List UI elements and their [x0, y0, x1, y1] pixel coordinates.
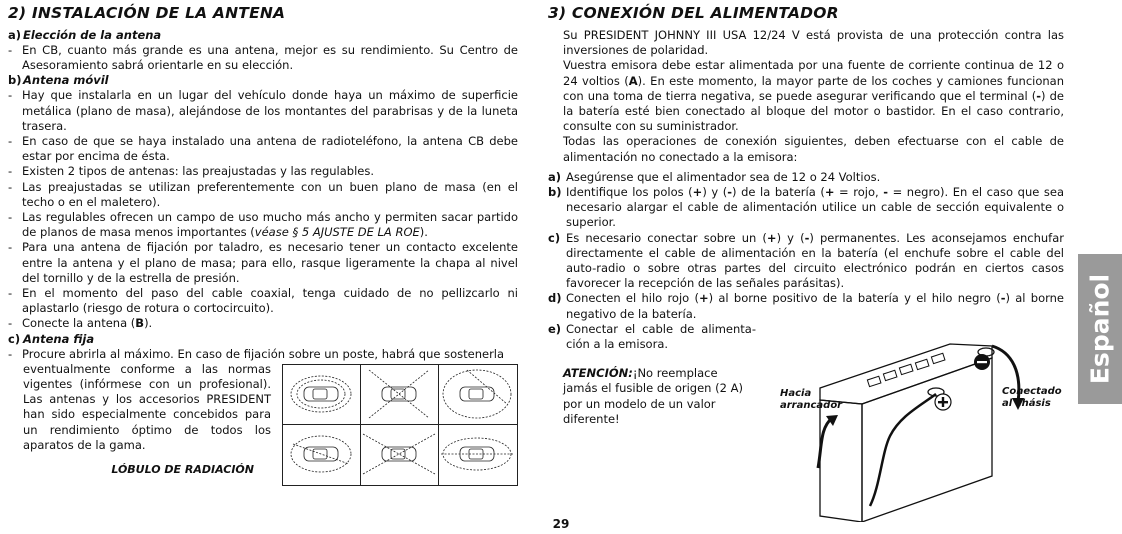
list-item: - Existen 2 tipos de antenas: las preajustadas y las regulables.: [8, 164, 375, 179]
car-icon: [291, 436, 351, 472]
list-item: d) Conecten el hilo rojo (+) al borne positivo de la batería y el hilo negro (-) al borne negativo de la batería.: [548, 291, 1065, 321]
cross-reference: véase § 5 AJUSTE DE LA ROE: [254, 225, 420, 240]
list-item: a) Asegúrense que el alimentador sea de 12 o 24 Voltios.: [548, 169, 881, 184]
list-item: - En CB, cuanto más grande es una antena, mejor es su rendimiento. Su Centro de Asesoramiento sabrá orientarle en su elección.: [8, 43, 518, 73]
intro-paragraph: Todas las operaciones de conexión siguientes, deben efectuarse con el cable de alimentación no conectado a la emisora:: [563, 134, 1064, 164]
list-item: - En el momento del paso del cable coaxial, tenga cuidado de no pellizcarlo ni aplastarlo (riesgo de rotura o cortocircuito).: [8, 286, 518, 316]
intro-paragraph: Vuestra emisora debe estar alimentada por una fuente de corriente continua de 12 o 24 voltios (A). En este momento, la mayor parte de los coches y camiones funcionan con una toma de tierra negativa, se puede asegurar verificando que el terminal (-) de la batería esté bien conectado al bloque del motor o bastidor. En el caso contrario, consulte con su suministrador.: [563, 58, 1065, 134]
intro-paragraph: Su PRESIDENT JOHNNY III USA 12/24 V está provista de una protección contra las inversiones de polaridad.: [563, 28, 1064, 58]
label-chasis: Conectado al chásis: [1002, 386, 1062, 409]
subheading-c: c) Antena fija: [8, 331, 95, 346]
list-item: e) Conectar el cable de alimenta- ción a la emisora.: [548, 321, 756, 352]
battery-icon: [760, 336, 1080, 522]
car-lobe-diagrams: [283, 365, 517, 485]
car-icon: [443, 370, 511, 418]
list-item: - Las preajustadas se utilizan preferentemente con un buen plano de masa (en el techo o en el maletero).: [8, 179, 518, 209]
subheading-b: b) Antena móvil: [8, 73, 109, 88]
battery-diagram: [760, 336, 1080, 522]
section-heading-antena: 2) INSTALACIÓN DE LA ANTENA: [8, 4, 286, 22]
car-icon: [369, 370, 429, 418]
page-number: 29: [552, 517, 570, 531]
paragraph-antena-fija: eventualmente conforme a las normas vigentes (infórmese con un profesional). Las antenas y los accesorios PRESIDENT han sido especialmente concebidos para un rendimiento óptimo de todos los aparatos de la gama.: [23, 361, 271, 452]
list-item: - Las regulables ofrecen un campo de uso mucho más ancho y permiten sacar partido de planos de masa menos importantes (véase § 5 AJUSTE DE LA ROE).: [8, 210, 518, 240]
list-item: b) Identifique los polos (+) y (-) de la batería (+ = rojo, - = negro). En el caso que sea necesario alargar el cable de alimentación utilice un cable de sección equivalente o superior.: [548, 185, 1064, 230]
subheading-a: a) Elección de la antena: [8, 28, 162, 42]
list-item: - Conecte la antena (B).: [8, 316, 153, 331]
list-item: - Para una antena de fijación por taladro, es necesario tener un contacto excelente entre la antena y el plano de masa; para ello, rasque ligeramente la chapa al nivel del tornillo y de la estrella de presión.: [8, 240, 518, 285]
list-item: - En caso de que se haya instalado una antena de radioteléfono, la antena CB debe estar por encima de ésta.: [8, 134, 518, 164]
language-tab: Español: [1078, 254, 1122, 404]
warning-note: ATENCIÓN:¡No reemplace jamás el fusible de origen (2 A) por un modelo de un valor diferente!: [563, 366, 743, 426]
car-icon: [291, 376, 351, 412]
section-heading-alimentador: 3) CONEXIÓN DEL ALIMENTADOR: [548, 4, 839, 22]
radiation-lobe-figure: [282, 364, 518, 486]
figure-caption: LÓBULO DE RADIACIÓN: [111, 463, 254, 477]
car-icon: [363, 434, 435, 474]
label-arrancador: Hacia arrancador: [780, 388, 843, 411]
list-item: c) Es necesario conectar sobre un (+) y (-) permanentes. Les aconsejamos enchufar directamente el cable de alimentación en la batería (el enchufe sobre el cable del auto-radio o sobre otras partes del circuito electrónico podrán en ciertos casos favorecer la recepción de las señales parásitas).: [548, 230, 1064, 291]
car-icon: [441, 438, 513, 470]
list-item: - Procure abrirla al máximo. En caso de fijación sobre un poste, habrá que sostenerla: [8, 346, 505, 361]
list-item: - Hay que instalarla en un lugar del vehículo donde haya un máximo de superficie metálica (plano de masa), alejándose de los montantes del parabrisas y de la luneta trasera.: [8, 88, 518, 133]
